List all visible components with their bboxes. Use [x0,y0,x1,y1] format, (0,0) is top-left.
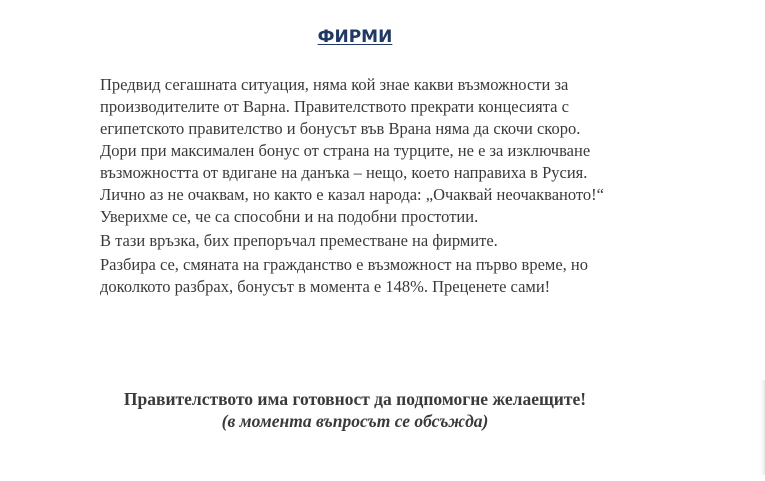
paragraph-situation: Предвид сегашната ситуация, няма кой знае какви възможности за производителите от Варна. Правителството прекрати концесията с египетското правителство и бонусът във Врана няма да скочи скоро. Дори при максимален бонус от страна на турците, не е за изключване възможността от вдигане на данъка – нещо, което направиха в Русия. Лично аз не очаквам, но както е казал народа: „Очаквай неочакваното!“ Уверихме се, че са способни и на подобни простотии. [100,75,604,226]
page-title: ФИРМИ [317,27,393,47]
paragraph-recommendation: В тази връзка, бих препоръчал преместване на фирмите. [100,231,498,250]
closing-block [100,388,610,432]
document-body [100,74,620,300]
page-edge-shadow [761,380,765,475]
closing-statement: Правителството има готовност да подпомогне желаещите! [123,389,587,409]
closing-note: (в момента въпросът се обсъжда) [221,411,489,431]
paragraph-citizenship: Разбира се, смяната на гражданство е възможност на първо време, но доколкото разбрах, бонусът в момента е 148%. Преценете сами! [100,255,589,296]
